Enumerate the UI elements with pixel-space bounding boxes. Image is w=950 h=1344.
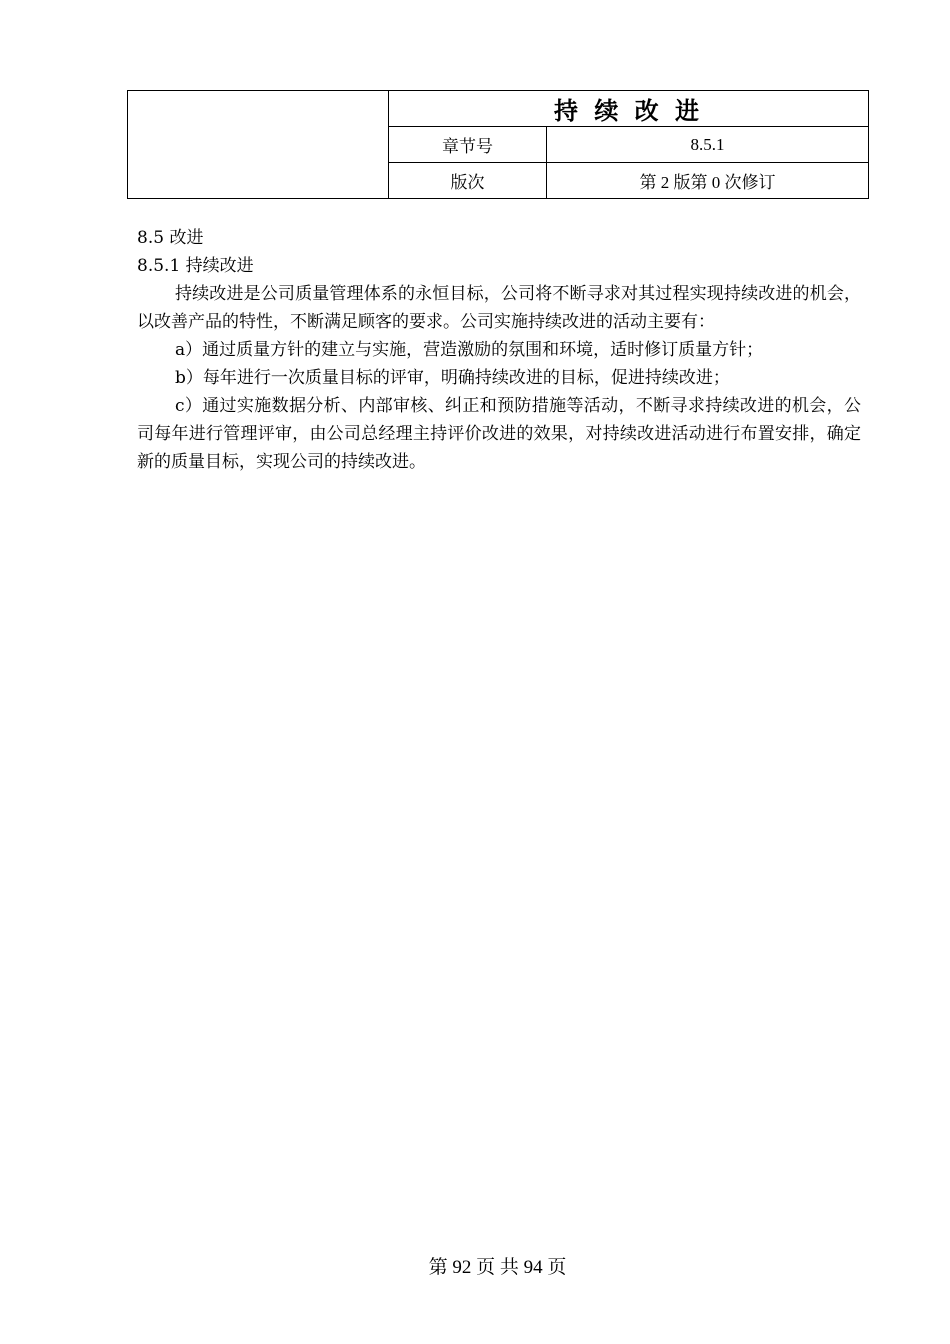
chapter-value: 8.5.1 — [547, 127, 869, 163]
section-heading: 8.5 改进 — [137, 228, 204, 248]
list-item-b: b）每年进行一次质量目标的评审，明确持续改进的目标，促进持续改进； — [175, 368, 730, 388]
version-label: 版次 — [389, 163, 547, 199]
version-value: 第 2 版第 0 次修订 — [547, 163, 869, 199]
intro-paragraph: 持续改进是公司质量管理体系的永恒目标，公司将不断寻求对其过程实现持续改进的机会，以改善产品的特性，不断满足顾客的要求。公司实施持续改进的活动主要有： — [137, 284, 861, 332]
list-item-a: a）通过质量方针的建立与实施，营造激励的氛围和环境，适时修订质量方针； — [175, 340, 764, 360]
document-header-table — [127, 90, 869, 199]
subsection-heading: 8.5.1 持续改进 — [137, 256, 254, 276]
chapter-label: 章节号 — [389, 127, 547, 163]
logo-cell — [128, 91, 389, 199]
list-item-c: c）通过实施数据分析、内部审核、纠正和预防措施等活动，不断寻求持续改进的机会，公司每年进行管理评审，由公司总经理主持评价改进的效果，对持续改进活动进行布置安排，确定新的质量目标，实现公司的持续改进。 — [137, 396, 861, 472]
document-body — [137, 224, 861, 476]
document-title: 持 续 改 进 — [389, 91, 869, 127]
page-number-footer: 第 92 页 共 94 页 — [428, 1257, 567, 1278]
